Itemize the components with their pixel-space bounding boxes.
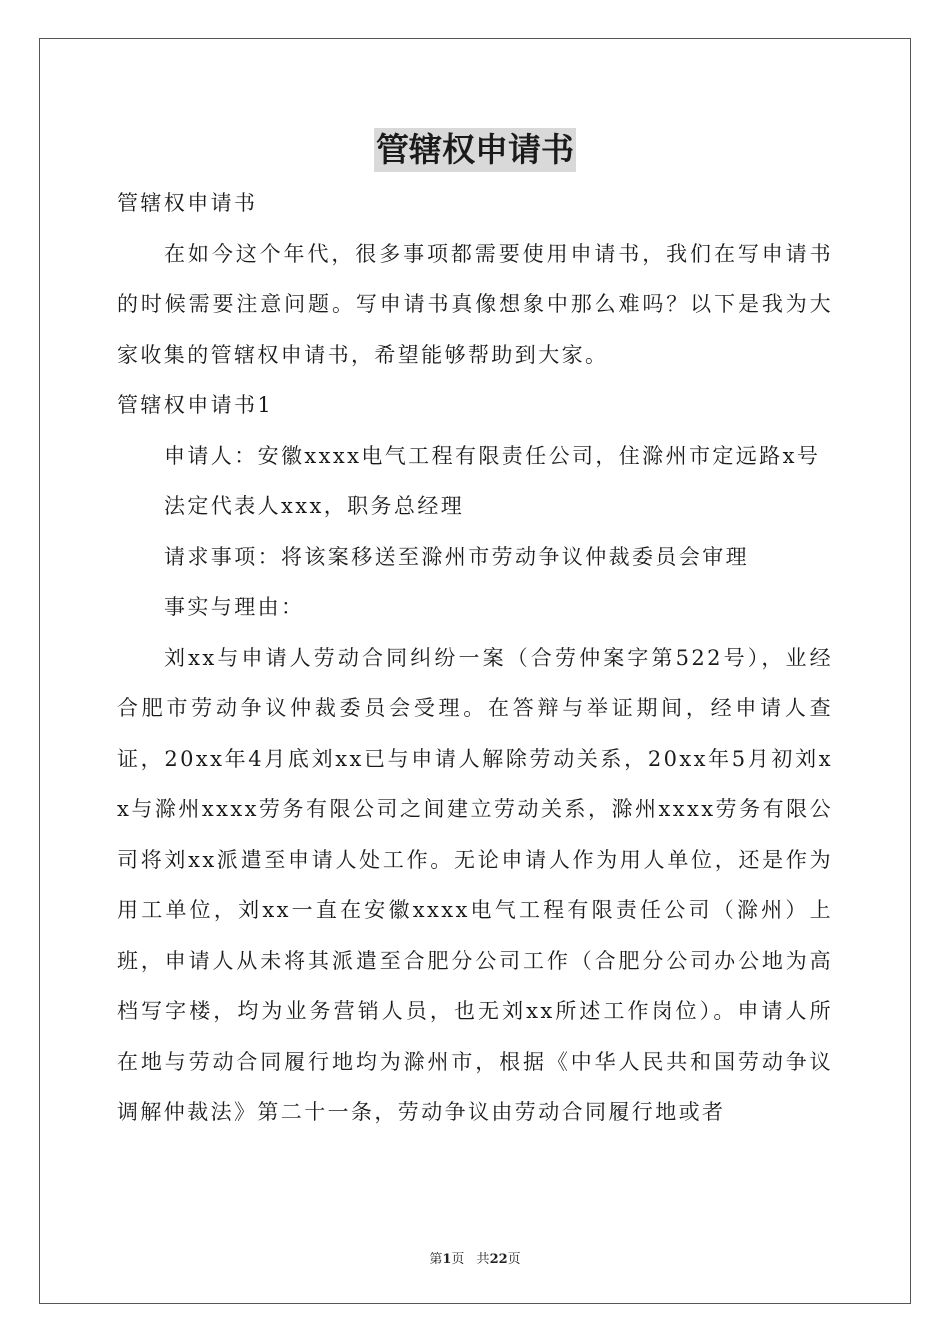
- total-pages: 22: [489, 1252, 508, 1267]
- page-suffix: 页: [451, 1252, 465, 1267]
- document-title-container: [0, 128, 950, 178]
- paragraph-subtitle: 管辖权申请书: [117, 191, 258, 215]
- paragraph-section-heading: 管辖权申请书1: [117, 393, 274, 417]
- total-prefix: 共: [476, 1252, 490, 1267]
- paragraph-applicant: 申请人：安徽xxxx电气工程有限责任公司，住滁州市定远路x号: [164, 443, 821, 468]
- page-indicator: [429, 1252, 464, 1267]
- total-suffix: 页: [507, 1252, 521, 1267]
- paragraph-facts-body: 刘xx与申请人劳动合同纠纷一案（合劳仲案字第522号），业经合肥市劳动争议仲裁委员会受理。在答辩与举证期间，经申请人查证，20xx年4月底刘xx已与申请人解除劳动关系，20xx年5月初刘xx与滁州xxxx劳务有限公司之间建立劳动关系，滁州xxxx劳务有限公司将刘xx派遣至申请人处工作。无论申请人作为用人单位，还是作为用工单位，刘xx一直在安徽xxxx电气工程有限责任公司（滁州）上班，申请人从未将其派遣至合肥分公司工作（合肥分公司办公地为高档写字楼，均为业务营销人员，也无刘xx所述工作岗位）。申请人所在地与劳动合同履行地均为滁州市，根据《中华人民共和国劳动争议调解仲裁法》第二十一条，劳动争议由劳动合同履行地或者: [117, 645, 833, 1124]
- paragraph-facts-heading: 事实与理由：: [164, 595, 305, 619]
- page-footer: [0, 1248, 950, 1267]
- document-title: 管辖权申请书: [374, 128, 576, 172]
- total-pages-indicator: [477, 1252, 521, 1267]
- paragraph-legal-representative: 法定代表人xxx，职务总经理: [164, 494, 465, 518]
- paragraph-intro: 在如今这个年代，很多事项都需要使用申请书，我们在写申请书的时候需要注意问题。写申请书真像想象中那么难吗？以下是我为大家收集的管辖权申请书，希望能够帮助到大家。: [117, 241, 833, 367]
- page-number: 1: [442, 1252, 452, 1267]
- page-prefix: 第: [429, 1252, 443, 1267]
- paragraph-request: 请求事项：将该案移送至滁州市劳动争议仲裁委员会审理: [164, 544, 749, 569]
- document-body: [117, 178, 833, 1138]
